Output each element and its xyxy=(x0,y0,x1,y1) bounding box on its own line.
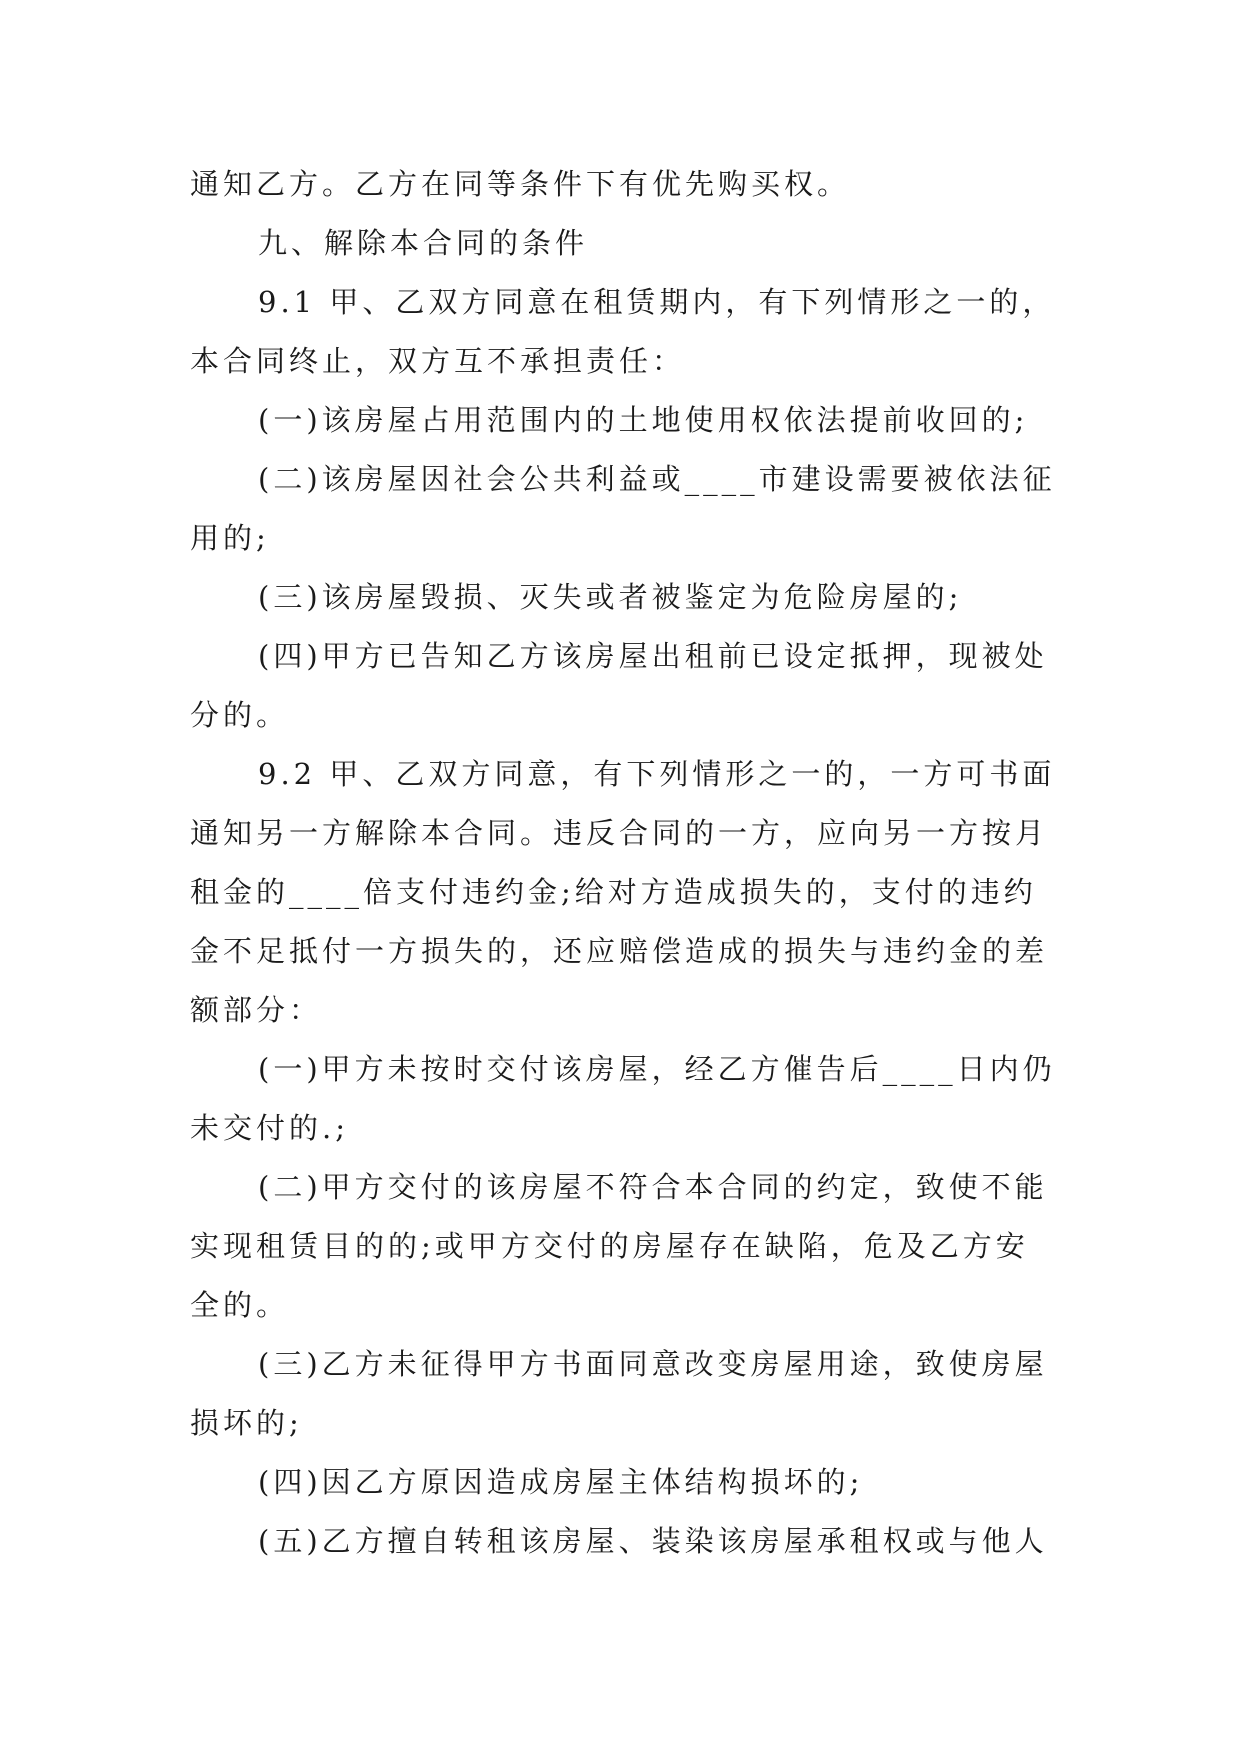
section-heading: 九、解除本合同的条件 xyxy=(258,226,589,260)
text-line: 租金的____倍支付违约金;给对方造成损失的，支付的违约 xyxy=(190,875,1037,909)
text-line: 通知另一方解除本合同。违反合同的一方，应向另一方按月 xyxy=(190,816,1049,850)
text-line: 本合同终止，双方互不承担责任： xyxy=(190,344,686,378)
document-body xyxy=(190,155,1056,1571)
clause-line: (四)甲方已告知乙方该房屋出租前已设定抵押，现被处 xyxy=(258,639,1048,673)
text-line: 未交付的.; xyxy=(190,1111,349,1145)
text-line: 全的。 xyxy=(190,1288,290,1322)
clause-line: (一)该房屋占用范围内的土地使用权依法提前收回的; xyxy=(258,403,1029,437)
text-line: 额部分： xyxy=(190,993,323,1027)
text-line: 通知乙方。乙方在同等条件下有优先购买权。 xyxy=(190,167,851,201)
clause-line: (二)该房屋因社会公共利益或____市建设需要被依法征 xyxy=(258,462,1056,496)
text-line: 损坏的; xyxy=(190,1406,303,1440)
clause-line: (五)乙方擅自转租该房屋、装染该房屋承租权或与他人 xyxy=(258,1524,1048,1558)
clause-line: (二)甲方交付的该房屋不符合本合同的约定，致使不能 xyxy=(258,1170,1048,1204)
text-line: 用的; xyxy=(190,521,270,555)
clause-line: (一)甲方未按时交付该房屋，经乙方催告后____日内仍 xyxy=(258,1052,1056,1086)
clause-line: (三)乙方未征得甲方书面同意改变房屋用途，致使房屋 xyxy=(258,1347,1048,1381)
clause-line: (三)该房屋毁损、灭失或者被鉴定为危险房屋的; xyxy=(258,580,963,614)
clause-line: (四)因乙方原因造成房屋主体结构损坏的; xyxy=(258,1465,864,1499)
clause-line: 9.2 甲、乙双方同意，有下列情形之一的，一方可书面 xyxy=(258,757,1056,791)
clause-line: 9.1 甲、乙双方同意在租赁期内，有下列情形之一的， xyxy=(258,285,1056,319)
text-line: 分的。 xyxy=(190,698,290,732)
text-line: 实现租赁目的的;或甲方交付的房屋存在缺陷，危及乙方安 xyxy=(190,1229,1029,1263)
text-line: 金不足抵付一方损失的，还应赔偿造成的损失与违约金的差 xyxy=(190,934,1049,968)
